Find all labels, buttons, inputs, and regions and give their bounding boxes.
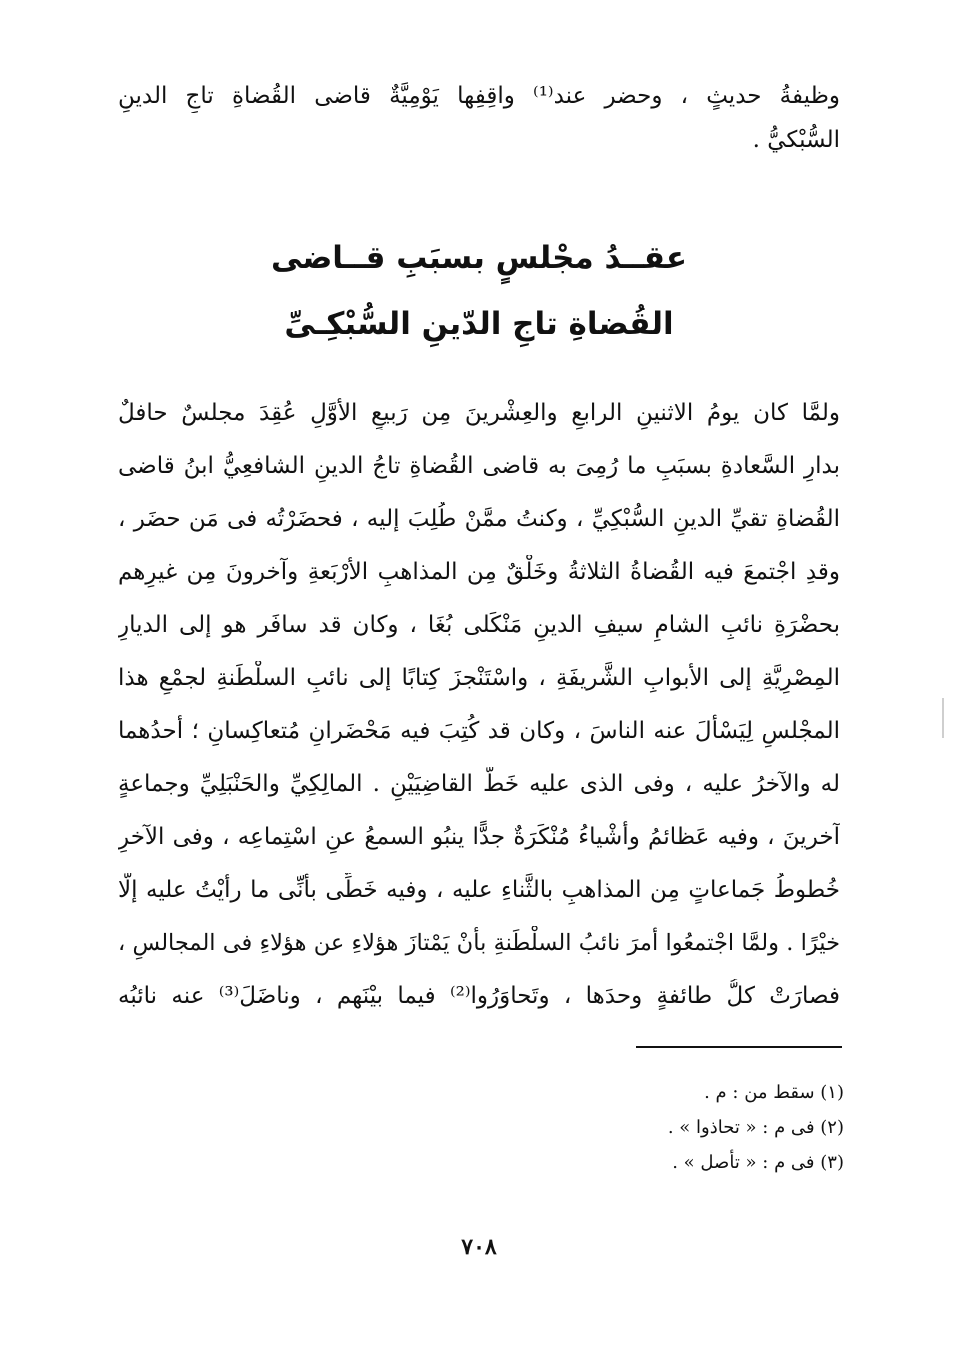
top-paragraph-line-2: السُّبْكيُّ . <box>752 127 840 153</box>
body-line-7: المجْلسِ لِيَسْأَلَ عنه الناسَ ، وكان قد كُتِبَ فيه مَحْضَرانِ مُتعاكِسانِ ؛ أحدُهما <box>118 718 840 744</box>
body-line-11: خيْرًا . ولمَّا اجْتمعُوا أمرَ نائبُ السلْطَنةِ بأنْ يَمْتازَ هؤلاءِ عن هؤلاءِ فى المجالسِ ، <box>118 930 840 956</box>
section-heading-line-1: عقــدُ مجْلسٍ بسبَبِ قــاضى <box>270 240 688 276</box>
body-line-10: خُطوطُ جَماعاتٍ مِن المذاهبِ بالثَّناءِ عليه ، وفيه خَطِّى بأنِّى ما رأيْتُ عليه إلَّا <box>118 877 840 903</box>
body-line-1: ولمَّا كان يومُ الاثنينِ الرابعِ والعِشْرينَ مِن رَبيعٍ الأوَّلِ عُقِدَ مجلسٌ حافلٌ <box>118 400 840 426</box>
footnote-separator <box>636 1046 842 1048</box>
page-number: ٧٠٨ <box>461 1234 497 1260</box>
footnote-3: (٣) فى م : « تأصل » . <box>672 1152 844 1173</box>
scan-edge-mark <box>942 698 944 738</box>
body-line-2: بدارِ السَّعادةِ بسبَبِ ما رُمِىَ به قاضى القُضاةِ تاجُ الدينِ الشافعِيُّ ابنُ قاضى <box>118 453 840 479</box>
body-line-4: وقدِ اجْتمعَ فيه القُضاةُ الثلاثةُ وخَلْقٌ مِن المذاهبِ الأرْبَعةِ وآخرونَ مِن غيرِهم <box>118 559 840 585</box>
body-line-12: فصارَتْ كلُّ طائفةٍ وحدَها ، وتَحاوَرُوا⁽²⁾ فيما بيْنَهم ، وناضَلَ⁽³⁾ عنه نائبُه <box>118 983 840 1009</box>
body-line-6: المِصْرِيَّةِ إلى الأبوابِ الشَّريفَةِ ، واسْتَنْجزَ كِتابًا إلى نائبِ السلْطَنةِ لجمْعِ هذا <box>118 665 840 691</box>
footnote-2: (٢) فى م : « تحاذوا » . <box>667 1117 844 1138</box>
top-paragraph-line-1: وظيفةُ حديثٍ ، وحضر عند⁽¹⁾ واقِفِها يَوْمِيَّةٌ قاضى القُضاةِ تاجِ الدينِ <box>118 83 840 109</box>
body-line-5: بحضْرَةِ نائبِ الشامِ سيفِ الدينِ مَنْكَلى بُغَا ، وكان قد سافَر هو إلى الديارِ <box>118 612 840 638</box>
body-line-3: القُضاةِ تقيِّ الدينِ السُّبْكِيِّ ، وكنتُ ممَّنْ طُلِبَ إليه ، فحضَرْتُه فى مَن حضَر ، <box>118 506 840 532</box>
section-heading-line-2: القُضاةِ تاجِ الدّينِ السُّبْكِـىِّ <box>284 306 674 342</box>
body-line-8: له والآخرُ عليه ، وفى الذى عليه خَطُّ القاضِيَيْنِ . المالِكِيِّ والحَنْبَلِيِّ وجماعةٍ <box>118 771 840 797</box>
body-line-9: آخرينَ ، وفيه عَظائمُ وأشْياءُ مُنْكَرَةٌ جدًّا ينبُو السمعُ عنِ اسْتِماعِه ، وفى الآخرِ <box>118 824 840 850</box>
footnote-1: (١) سقط من : م . <box>704 1082 844 1103</box>
